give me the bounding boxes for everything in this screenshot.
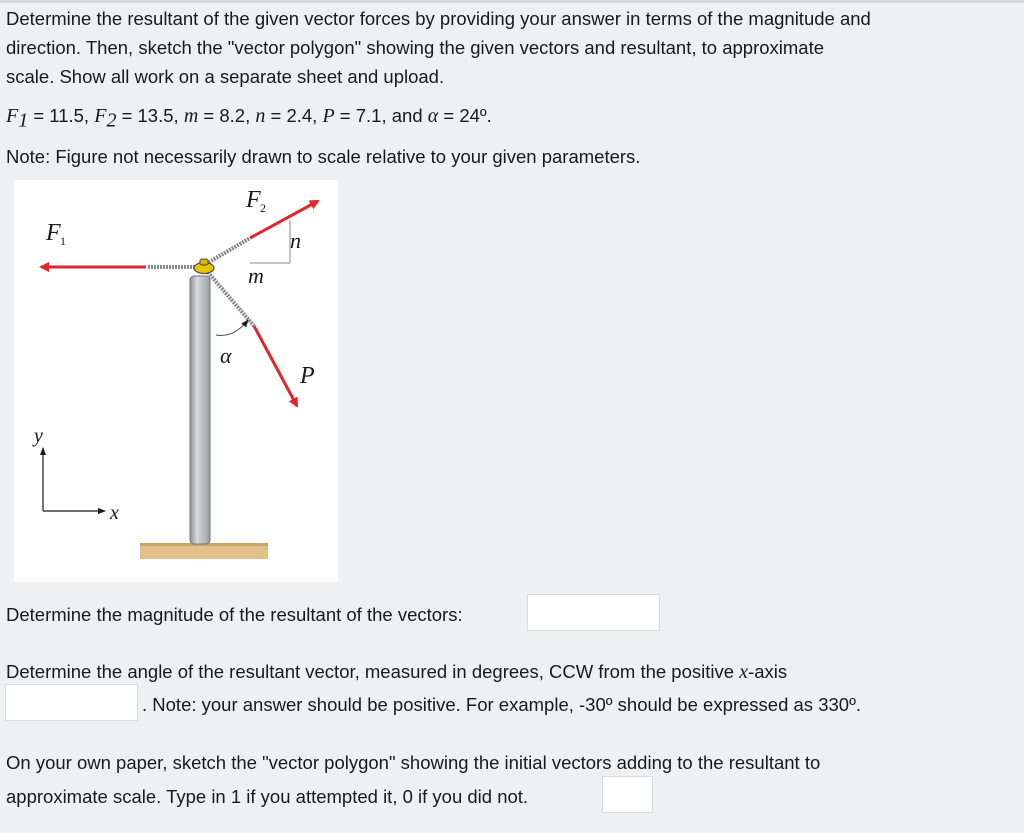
label-p: P	[300, 363, 315, 389]
label-n: n	[290, 228, 301, 253]
problem-line-1: Determine the resultant of the given vector forces by providing your answer in terms of the magnitude and	[6, 8, 871, 29]
f1-value: = 11.5,	[28, 105, 95, 126]
figure-note: Note: Figure not necessarily drawn to scale relative to your given parameters.	[6, 146, 641, 167]
alpha-arc	[216, 320, 248, 335]
label-y: y	[34, 425, 43, 447]
q2-text	[6, 657, 787, 687]
q2-text-pre: Determine the angle of the resultant vector, measured in degrees, CCW from the positive	[6, 661, 740, 682]
label-x: x	[110, 502, 119, 524]
f2-symbol: F	[94, 105, 107, 127]
alpha-value: = 24º.	[438, 105, 492, 126]
label-alpha: α	[220, 343, 232, 368]
f2-value: = 13.5,	[116, 105, 184, 126]
cable-p	[206, 270, 254, 326]
q2-text-post: -axis	[748, 661, 788, 682]
angle-answer-box[interactable]	[5, 684, 138, 721]
alpha-symbol: α	[427, 105, 439, 127]
problem-line-2: direction. Then, sketch the "vector polygon" showing the given vectors and resultant, to approximate	[6, 37, 825, 58]
magnitude-answer-box[interactable]	[527, 594, 660, 631]
n-symbol: n	[255, 105, 266, 127]
angle-input[interactable]	[6, 685, 137, 720]
label-m: m	[248, 263, 264, 288]
label-f1-sub: 1	[60, 234, 66, 248]
label-f2-sub: 2	[260, 201, 266, 215]
q2-note: . Note: your answer should be positive. For example, -30º should be expressed as 330º.	[142, 694, 861, 715]
label-f2: F	[246, 187, 261, 213]
q2-x-variable: x	[739, 661, 749, 683]
force-diagram-svg	[14, 180, 338, 582]
label-f1: F	[46, 220, 61, 246]
parameter-line	[6, 101, 492, 136]
p-symbol: P	[322, 105, 335, 127]
q3-line-1: On your own paper, sketch the "vector polygon" showing the initial vectors adding to the resultant to	[6, 752, 821, 773]
m-value: = 8.2,	[198, 105, 256, 126]
q1-text: Determine the magnitude of the resultant of the vectors:	[6, 604, 463, 625]
sketch-input[interactable]	[603, 777, 652, 812]
f1-subscript: 1	[18, 109, 29, 132]
problem-line-3: scale. Show all work on a separate sheet and upload.	[6, 66, 445, 87]
q3-line-2: approximate scale. Type in 1 if you attempted it, 0 if you did not.	[6, 786, 529, 807]
cable-f2	[206, 238, 250, 264]
sketch-answer-box[interactable]	[602, 776, 653, 813]
hub-cap	[200, 259, 208, 265]
f1-symbol: F	[6, 105, 19, 127]
pole	[190, 276, 210, 544]
top-border	[0, 0, 1024, 3]
m-symbol: m	[183, 105, 199, 127]
n-value: = 2.4,	[265, 105, 323, 126]
p-value: = 7.1, and	[334, 105, 428, 126]
force-diagram	[14, 180, 338, 582]
magnitude-input[interactable]	[528, 595, 659, 630]
f2-subscript: 2	[106, 109, 117, 132]
p-arrow	[254, 326, 297, 406]
